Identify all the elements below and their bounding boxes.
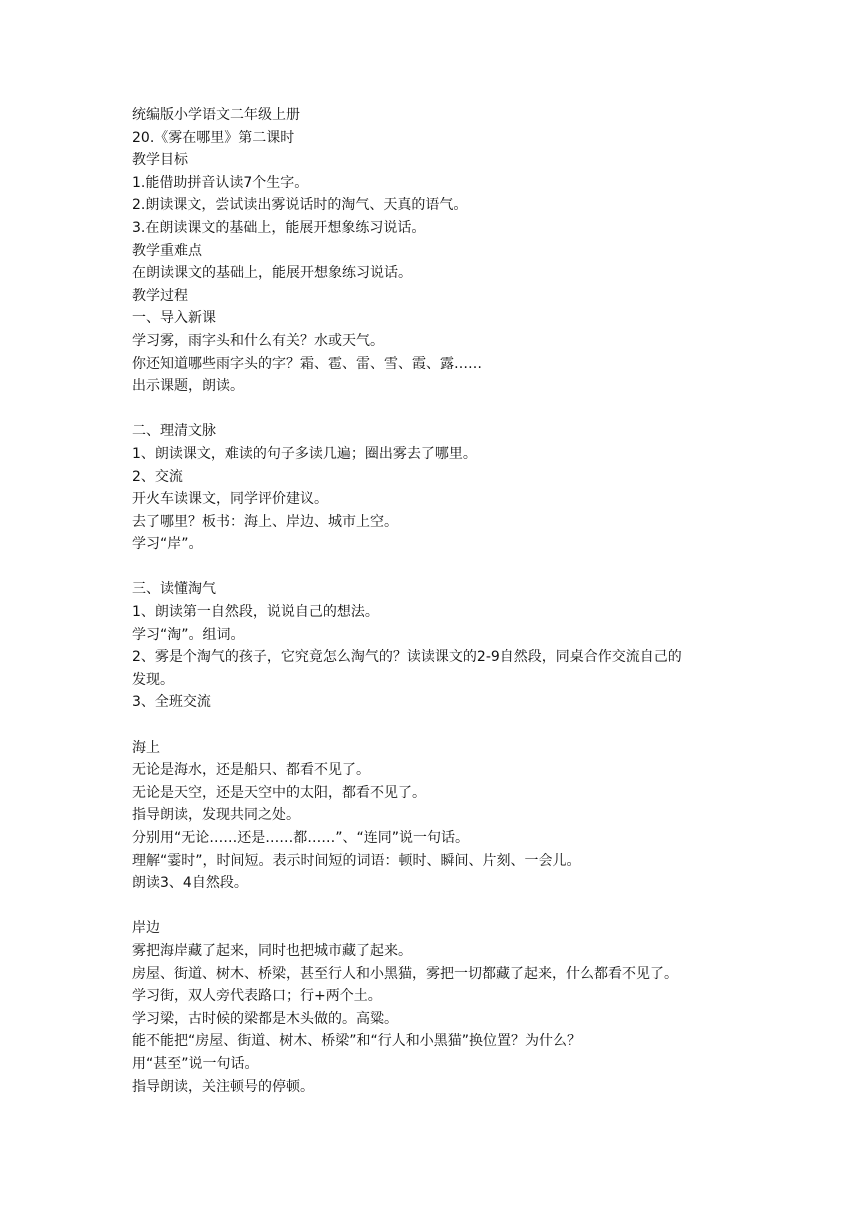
paragraph: 学习梁，古时候的梁都是木头做的。高粱。: [132, 1010, 398, 1027]
paragraph: 无论是天空，还是天空中的太阳，都看不见了。: [132, 784, 426, 801]
subsection-heading: 二、理清文脉: [132, 423, 216, 440]
paragraph: 学习街，双人旁代表路口；行+两个土。: [132, 988, 382, 1005]
paragraph: 去了哪里？板书：海上、岸边、城市上空。: [132, 513, 398, 530]
section-heading-goals: 教学目标: [132, 152, 188, 169]
subsection-heading: 一、导入新课: [132, 310, 216, 327]
lesson-title: 20.《雾在哪里》第二课时: [132, 129, 295, 146]
blank-line: [132, 714, 732, 737]
blank-line: [132, 398, 732, 421]
paragraph: 学习“淘”。组词。: [132, 626, 245, 643]
paragraph: 分别用“无论……还是……都……”、“连同”说一句话。: [132, 830, 470, 846]
goal-item: 2.朗读课文，尝试读出雾说话时的淘气、天真的语气。: [132, 197, 468, 214]
paragraph: 你还知道哪些雨字头的字？霜、雹、雷、雪、霞、露……: [132, 355, 482, 372]
paragraph: 在朗读课文的基础上，能展开想象练习说话。: [132, 265, 412, 282]
subsection-heading: 海上: [132, 739, 160, 756]
paragraph: 1、朗读第一自然段，说说自己的想法。: [132, 604, 379, 621]
paragraph: 能不能把“房屋、街道、树木、桥梁”和“行人和小黑猫”换位置？为什么？: [132, 1033, 582, 1050]
paragraph: 2、交流: [132, 468, 183, 485]
paragraph: 2、雾是个淘气的孩子，它究竟怎么淘气的？读读课文的2-9自然段，同桌合作交流自己的: [132, 649, 682, 666]
blank-line: [132, 895, 732, 918]
blank-line: [132, 556, 732, 579]
goal-item: 1.能借助拼音认读7个生字。: [132, 174, 309, 191]
subsection-heading: 三、读懂淘气: [132, 581, 216, 598]
paragraph: 雾把海岸藏了起来，同时也把城市藏了起来。: [132, 942, 412, 959]
paragraph: 学习“岸”。: [132, 536, 203, 553]
section-heading-key-points: 教学重难点: [132, 242, 202, 259]
section-heading-process: 教学过程: [132, 287, 188, 304]
paragraph: 1、朗读课文，难读的句子多读几遍；圈出雾去了哪里。: [132, 445, 477, 462]
paragraph: 出示课题，朗读。: [132, 378, 244, 395]
paragraph: 指导朗读，发现共同之处。: [132, 807, 300, 824]
paragraph: 朗读3、4自然段。: [132, 875, 248, 892]
paragraph: 指导朗读，关注顿号的停顿。: [132, 1078, 314, 1095]
document-header: 统编版小学语文二年级上册: [132, 107, 300, 123]
paragraph: 房屋、街道、树木、桥梁，甚至行人和小黑猫，雾把一切都藏了起来，什么都看不见了。: [132, 965, 678, 982]
paragraph: 发现。: [132, 671, 174, 688]
paragraph: 无论是海水，还是船只、都看不见了。: [132, 762, 370, 779]
paragraph: 学习雾，雨字头和什么有关？水或天气。: [132, 332, 384, 349]
subsection-heading: 岸边: [132, 920, 160, 937]
paragraph: 理解“霎时”，时间短。表示时间短的词语：顿时、瞬间、片刻、一会儿。: [132, 852, 581, 869]
paragraph: 3、全班交流: [132, 694, 211, 711]
goal-item: 3.在朗读课文的基础上，能展开想象练习说话。: [132, 219, 426, 236]
document-body: [132, 104, 732, 1098]
paragraph: 开火车读课文，同学评价建议。: [132, 491, 328, 508]
paragraph: 用“甚至”说一句话。: [132, 1055, 259, 1072]
